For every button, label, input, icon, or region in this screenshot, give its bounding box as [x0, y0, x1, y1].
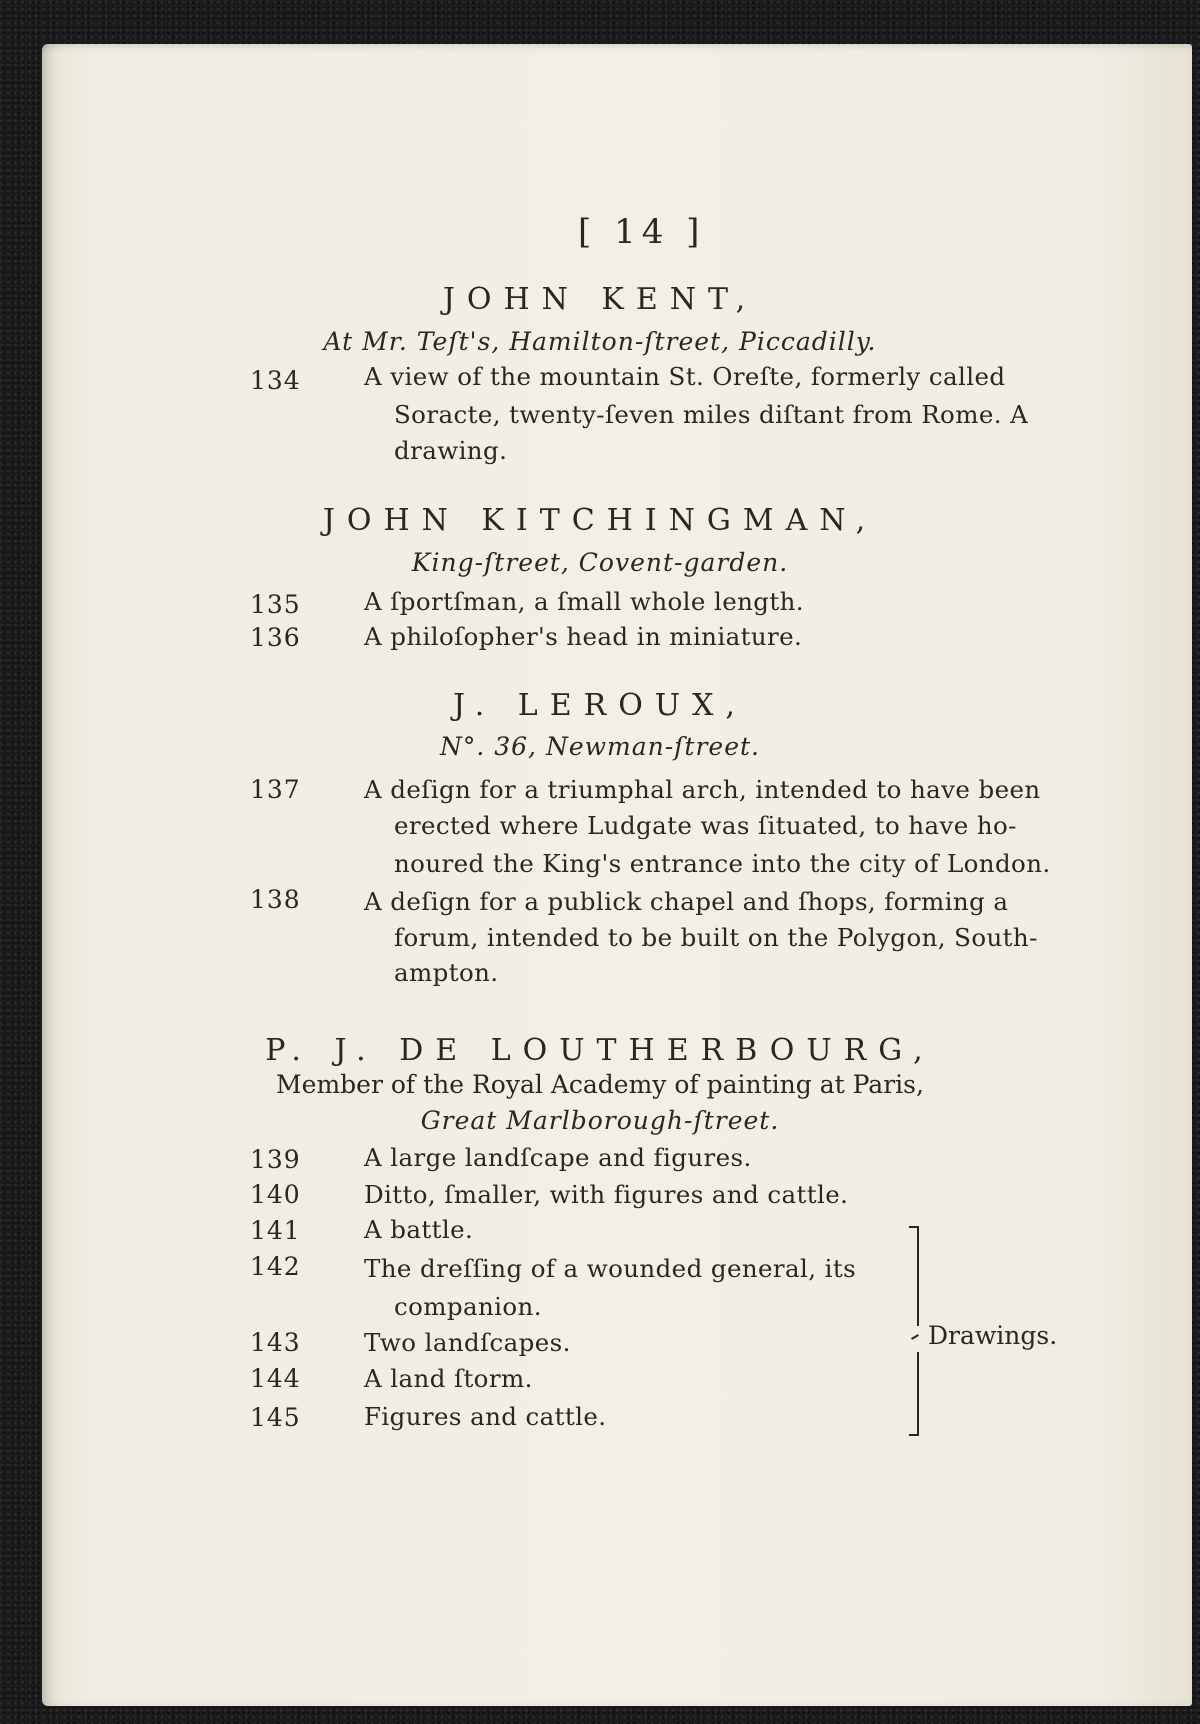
entry-line: Soracte, twenty-ſeven miles diſtant from Rome. A [394, 400, 1029, 429]
entry-line: A deſign for a publick chapel and ſhops, forming a [364, 887, 1009, 916]
artist-name-kent: JOHN KENT, [442, 282, 758, 317]
artist-name-loutherbourg: P. J. DE LOUTHERBOURG, [265, 1033, 935, 1068]
entry-line: A battle. [364, 1215, 474, 1244]
entry-number: 144 [250, 1364, 301, 1393]
entry-number: 138 [250, 885, 301, 914]
artist-address-leroux: N°. 36, Newman-ſtreet. [439, 732, 761, 761]
entry-number: 137 [250, 775, 301, 804]
artist-address-kitchingman: King-ſtreet, Covent-garden. [411, 548, 789, 577]
bracket-lower-line [917, 1352, 919, 1436]
artist-membership: Member of the Royal Academy of painting at Paris, [276, 1070, 924, 1099]
page-number: [ 14 ] [578, 212, 706, 252]
entry-number: 141 [250, 1216, 301, 1245]
bracket-bottom-tick [909, 1434, 919, 1436]
entry-line: A view of the mountain St. Oreſte, formerly called [364, 362, 1006, 391]
entry-line: Ditto, ſmaller, with figures and cattle. [364, 1180, 849, 1209]
entry-line: A large landſcape and figures. [364, 1143, 752, 1172]
entry-line: ampton. [394, 958, 499, 987]
entry-line: erected where Ludgate was ſituated, to have ho- [394, 811, 1017, 840]
entry-line: drawing. [394, 436, 508, 465]
entry-line: A ſportſman, a ſmall whole length. [364, 587, 804, 616]
entry-line: Two landſcapes. [364, 1328, 571, 1357]
bracket-label-drawings: Drawings. [928, 1321, 1058, 1350]
entry-number: 142 [250, 1252, 301, 1281]
entry-line: companion. [394, 1292, 542, 1321]
entry-line: A deſign for a triumphal arch, intended to have been [364, 775, 1041, 804]
artist-name-leroux: J. LEROUX, [453, 688, 747, 723]
bracket-upper-line [917, 1226, 919, 1326]
entry-line: A land ſtorm. [364, 1364, 533, 1393]
entry-number: 140 [250, 1180, 301, 1209]
artist-address-loutherbourg: Great Marlborough-ſtreet. [420, 1106, 780, 1135]
entry-number: 135 [250, 590, 301, 619]
entry-line: The dreſſing of a wounded general, its [364, 1254, 857, 1283]
entry-line: A philoſopher's head in miniature. [364, 622, 803, 651]
entry-number: 136 [250, 623, 301, 652]
entry-number: 143 [250, 1328, 301, 1357]
entry-number: 139 [250, 1145, 301, 1174]
artist-address-kent: At Mr. Teſt's, Hamilton-ſtreet, Piccadilly. [323, 327, 877, 356]
entry-line: forum, intended to be built on the Polygon, South- [394, 923, 1038, 952]
entry-line: noured the King's entrance into the city of London. [394, 849, 1051, 878]
entry-line: Figures and cattle. [364, 1402, 607, 1431]
entry-number: 134 [250, 366, 301, 395]
entry-number: 145 [250, 1403, 301, 1432]
artist-name-kitchingman: JOHN KITCHINGMAN, [322, 503, 878, 538]
